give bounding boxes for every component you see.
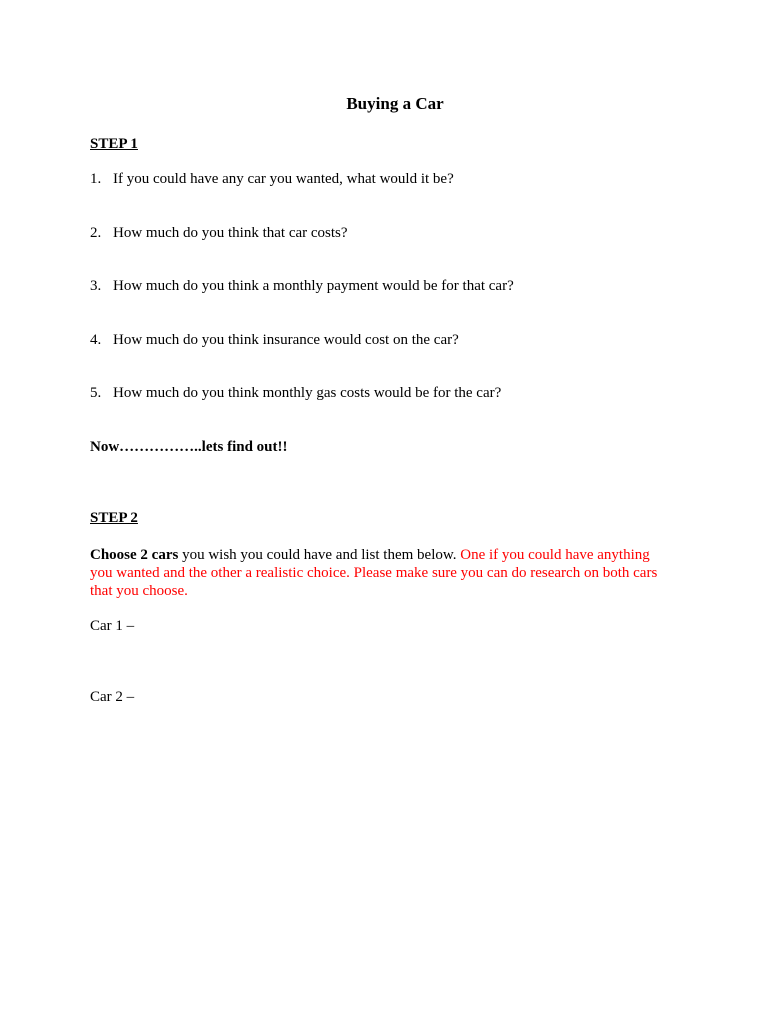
- question-number: 2.: [90, 225, 102, 241]
- question-text: How much do you think insurance would cost on the car?: [113, 332, 459, 348]
- question-text: How much do you think a monthly payment would be for that car?: [113, 278, 514, 294]
- question-1: [90, 170, 454, 188]
- question-number: 4.: [90, 332, 102, 348]
- question-number: 1.: [90, 171, 102, 187]
- step1-heading: STEP 1: [90, 136, 138, 152]
- step2-instructions: [90, 546, 675, 600]
- question-5: [90, 384, 501, 402]
- step2-heading: STEP 2: [90, 510, 138, 526]
- question-text: If you could have any car you wanted, what would it be?: [113, 171, 454, 187]
- instruction-bold: Choose 2 cars: [90, 547, 179, 563]
- question-number: 5.: [90, 385, 102, 401]
- question-text: How much do you think that car costs?: [113, 225, 348, 241]
- question-4: [90, 331, 459, 349]
- question-2: [90, 224, 348, 242]
- question-3: [90, 277, 514, 295]
- instruction-text: you wish you could have and list them below.: [178, 547, 461, 563]
- document-title: Buying a Car: [346, 94, 444, 113]
- car2-label: Car 2 –: [90, 689, 135, 705]
- car1-label: Car 1 –: [90, 618, 135, 634]
- question-text: How much do you think monthly gas costs would be for the car?: [113, 385, 502, 401]
- document-page: [90, 0, 680, 1024]
- step1-closing: Now……………..lets find out!!: [90, 439, 288, 455]
- question-number: 3.: [90, 278, 102, 294]
- instruction-red-text: One if you could have anything you wanted and the other a realistic choice. Please make sure you can do research on both cars that you choose.: [90, 547, 658, 599]
